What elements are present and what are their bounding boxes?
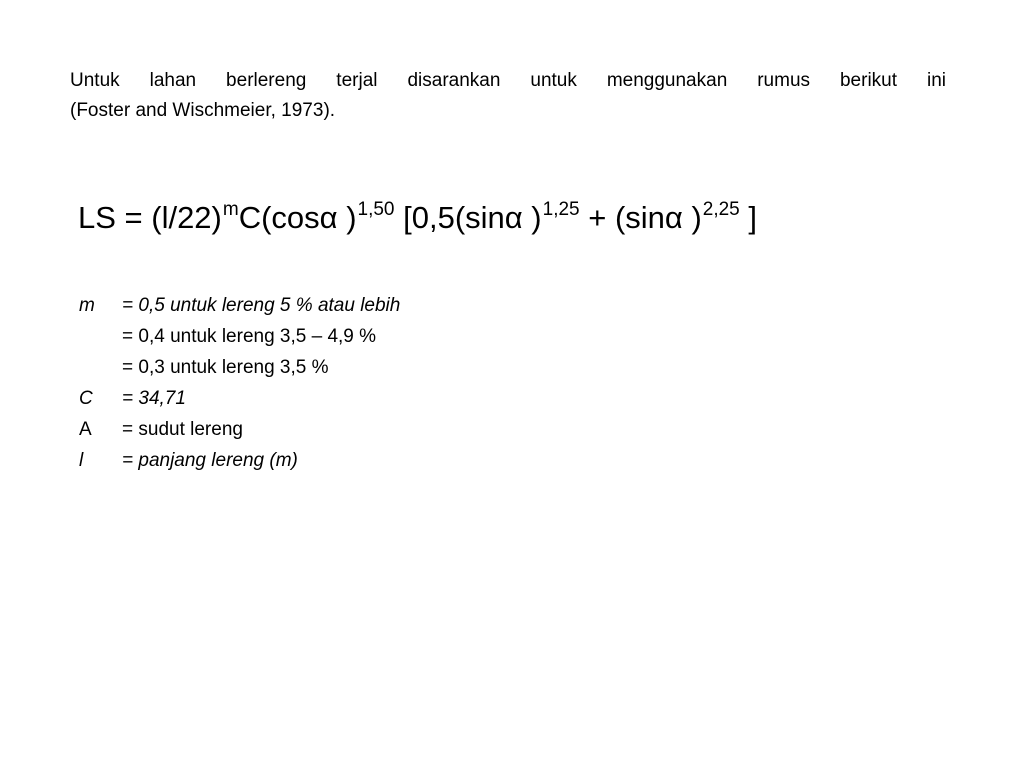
definition-value: = 0,5 untuk lereng 5 % atau lebih <box>122 295 401 316</box>
definition-row <box>79 290 400 321</box>
intro-paragraph <box>70 66 946 126</box>
intro-line-1: Untuk lahan berlereng terjal disarankan untuk menggunakan rumus berikut ini <box>70 70 946 91</box>
ls-formula <box>78 194 757 247</box>
formula-exponent-m: m <box>222 199 239 220</box>
formula-part-3: [0,5(sinα ) <box>394 200 542 235</box>
definition-row <box>79 352 400 383</box>
definition-symbol <box>79 352 122 383</box>
definition-symbol: A <box>79 419 92 440</box>
formula-part-5: ] <box>739 200 757 235</box>
definitions-list <box>79 290 400 476</box>
definition-value: = sudut lereng <box>122 419 243 440</box>
formula-part-2: C(cosα ) <box>238 200 357 235</box>
definition-row <box>79 383 400 414</box>
definition-value: = panjang lereng (m) <box>122 450 298 471</box>
intro-line-2: (Foster and Wischmeier, 1973). <box>70 100 336 121</box>
definition-value: = 34,71 <box>122 388 186 409</box>
definition-symbol <box>79 321 122 352</box>
definition-symbol: l <box>79 450 84 471</box>
definition-row <box>79 445 400 476</box>
formula-part-4: + (sinα ) <box>579 200 702 235</box>
definition-row <box>79 414 400 445</box>
definition-value: = 0,3 untuk lereng 3,5 % <box>122 357 329 378</box>
formula-exponent-1-50: 1,50 <box>357 199 395 220</box>
definition-symbol: m <box>79 295 95 316</box>
formula-exponent-2-25: 2,25 <box>702 199 740 220</box>
definition-row <box>79 321 400 352</box>
definition-symbol: C <box>79 388 93 409</box>
formula-part-1: LS = (l/22) <box>78 200 222 235</box>
formula-exponent-1-25: 1,25 <box>542 199 580 220</box>
definition-value: = 0,4 untuk lereng 3,5 – 4,9 % <box>122 326 377 347</box>
